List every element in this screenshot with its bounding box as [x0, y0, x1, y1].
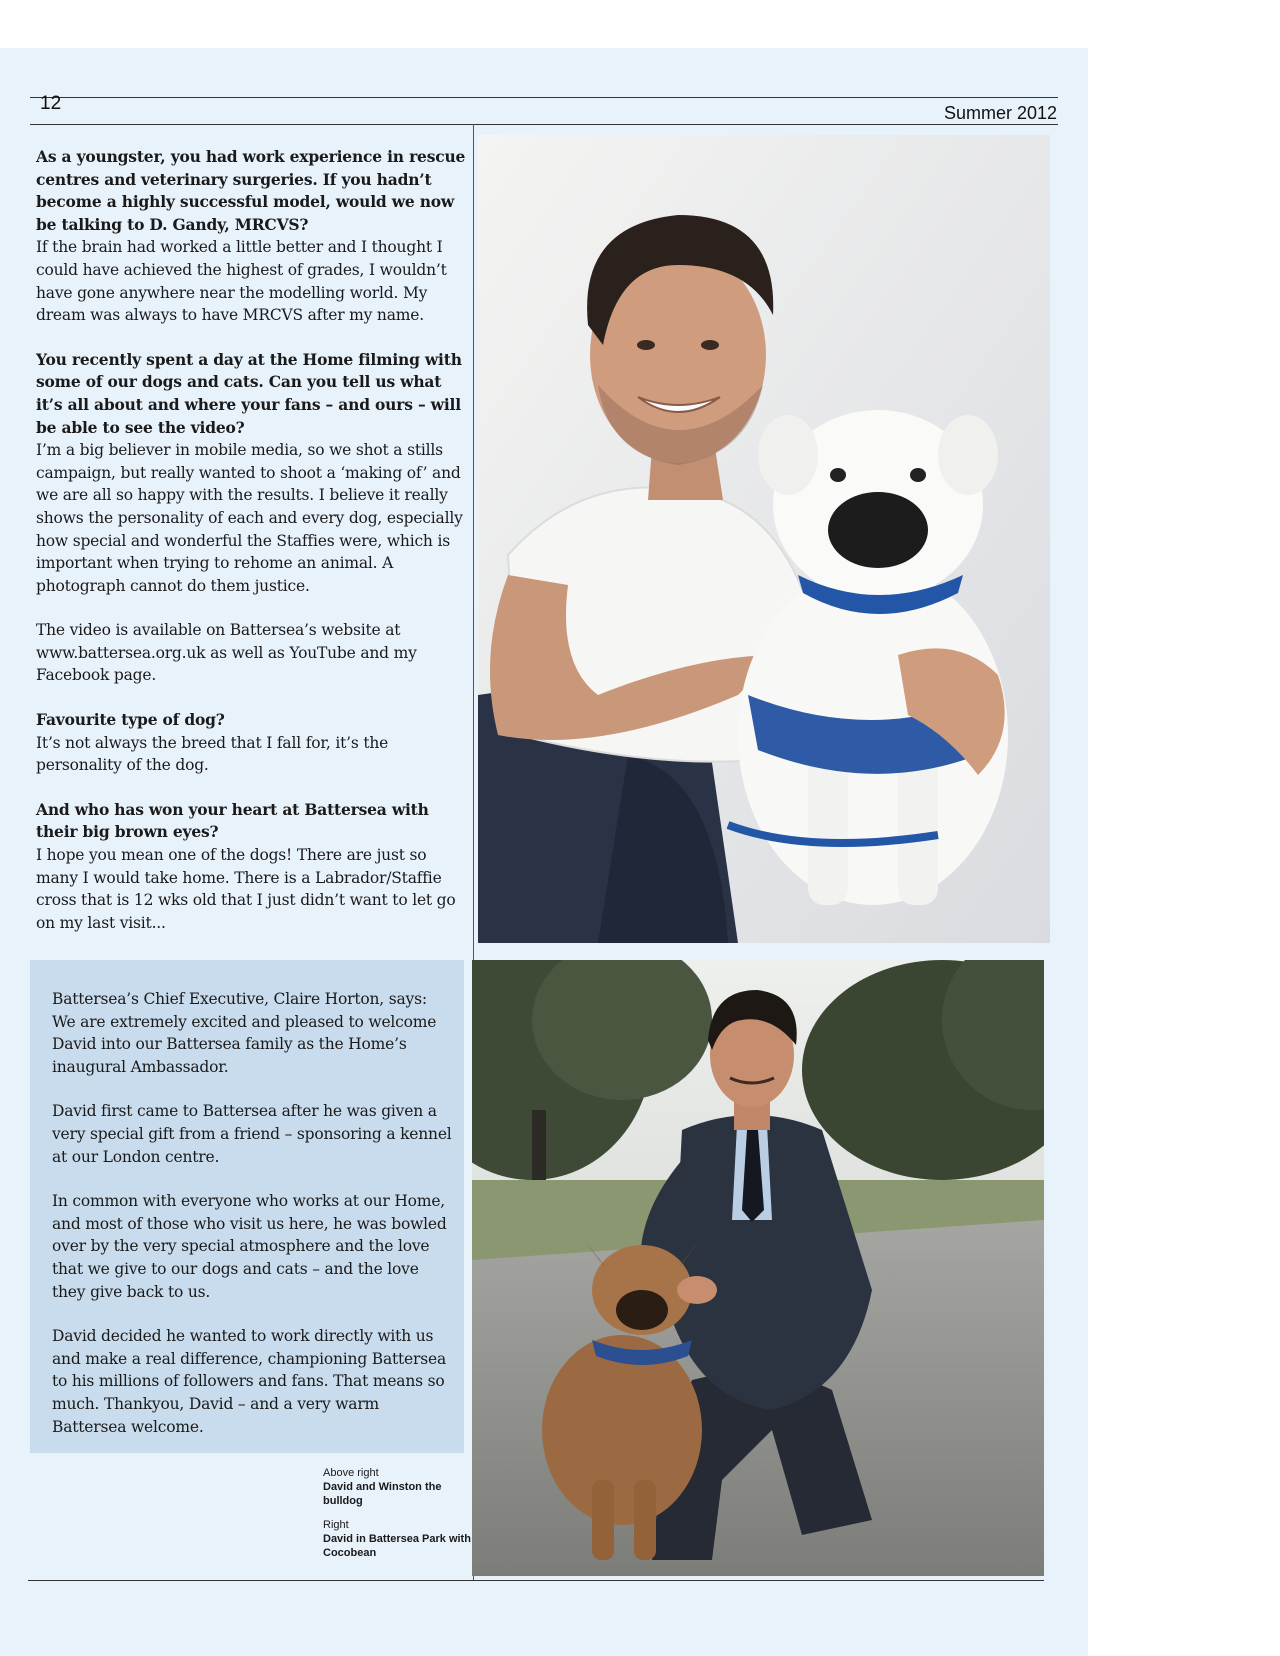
question: As a youngster, you had work experience in rescue centres and veterinary surgeries. If you hadn’t become a highly successful model, would we now be talking to D. Gandy, MRCVS? [36, 147, 466, 234]
photo-man-with-bulldog [478, 135, 1050, 943]
answer: If the brain had worked a little better and I thought I could have achieved the highest of grades, I wouldn’t have gone anywhere near the modelling world. My dream was always to have MRCVS after my name. [36, 238, 447, 325]
sidebar-paragraph: David first came to Battersea after he was given a very special gift from a friend – sponsoring a kennel at our London centre. [52, 1102, 452, 1166]
caption-label: Right [323, 1519, 349, 1531]
caption [323, 1518, 473, 1560]
photo-man-with-staffie-in-park [472, 960, 1044, 1576]
answer: I hope you mean one of the dogs! There are just so many I would take home. There is a Labrador/Staffie cross that is 12 wks old that I just didn’t want to let go on my last visit... [36, 846, 456, 932]
issue-date: Summer 2012 [944, 103, 1058, 123]
sidebar-paragraph: David decided he wanted to work directly with us and make a real difference, championing Battersea to his millions of followers and fans. That means so much. Thankyou, David – and a very warm Battersea welcome. [52, 1327, 447, 1436]
page-number: 12 [40, 93, 62, 114]
caption [323, 1466, 473, 1508]
question: And who has won your heart at Battersea with their big brown eyes? [36, 799, 429, 842]
question: Favourite type of dog? [36, 710, 225, 730]
question: You recently spent a day at the Home filming with some of our dogs and cats. Can you tell us what it’s all about and where your fans – and ours – will be able to see the video? [36, 349, 462, 437]
caption-label: Above right [323, 1467, 379, 1479]
sidebar-paragraph: Battersea’s Chief Executive, Claire Horton, says: We are extremely excited and pleased to welcome David into our Battersea family as the Home’s inaugural Ambassador. [52, 990, 437, 1076]
photo-captions [323, 1466, 473, 1570]
video-note: The video is available on Battersea’s website at www.battersea.org.uk as well as YouTube and my Facebook page. [36, 621, 417, 685]
qa-item [36, 799, 466, 935]
sidebar-text [52, 988, 452, 1460]
interview-column [36, 146, 466, 956]
caption-text: David and Winston the bulldog [323, 1481, 442, 1507]
caption-text: David in Battersea Park with Cocobean [323, 1533, 471, 1559]
answer: It’s not always the breed that I fall for, it’s the personality of the dog. [36, 733, 389, 775]
sidebar-paragraph: In common with everyone who works at our Home, and most of those who visit us here, he was bowled over by the very special atmosphere and the love that we give to our dogs and cats – and the love they give back to us. [52, 1192, 447, 1301]
qa-item [36, 349, 466, 598]
footer-rule [28, 1580, 1044, 1581]
answer: I’m a big believer in mobile media, so we shot a stills campaign, but really wanted to shoot a ‘making of’ and we are all so happy with the results. I believe it really shows the personality of each and every dog, especially how special and wonderful the Staffies were, which is important when trying to rehome an animal. A photograph cannot do them justice. [36, 441, 463, 595]
header-rule-lower [30, 124, 1058, 125]
qa-item [36, 709, 466, 777]
header-rule [30, 97, 1058, 98]
qa-item [36, 146, 466, 327]
